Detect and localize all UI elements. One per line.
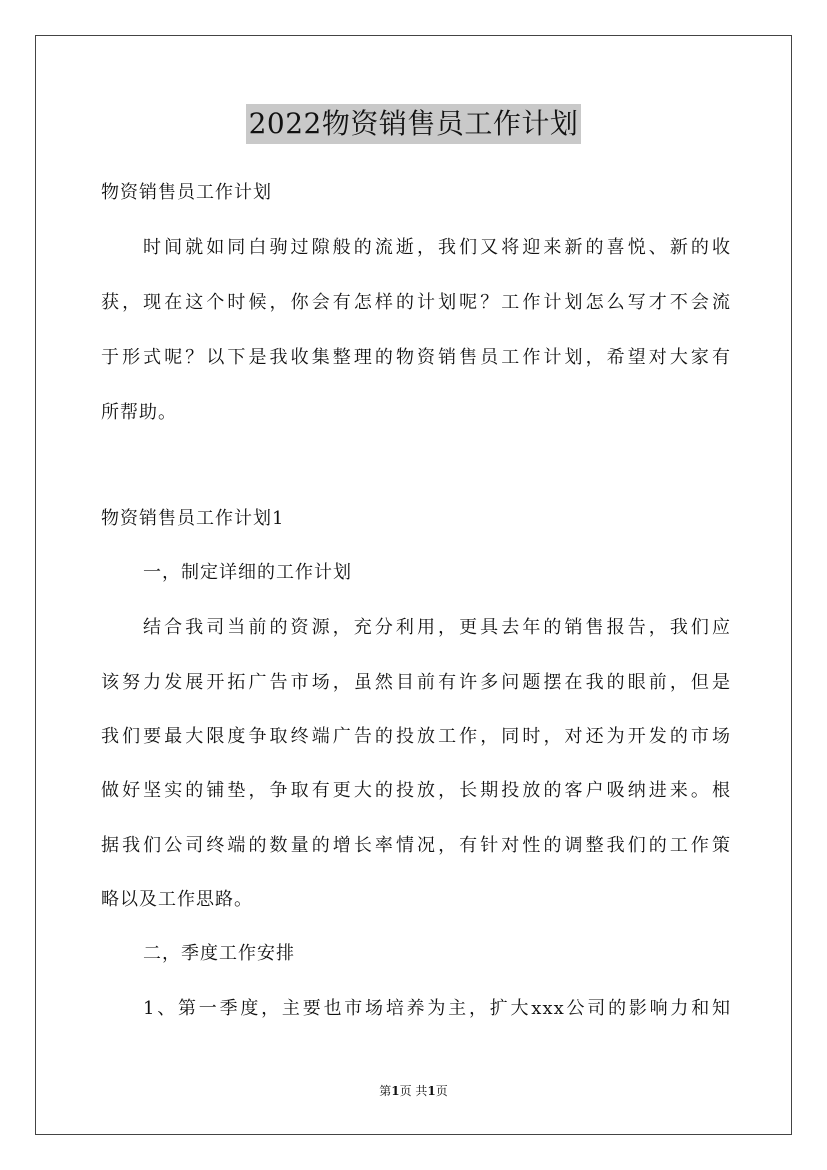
body-line-3: 我们要最大限度争取终端广告的投放工作，同时，对还为开发的市场: [101, 726, 731, 747]
page-mid: 页 共: [399, 1084, 428, 1098]
body-line-1: 结合我司当前的资源，充分利用，更具去年的销售报告，我们应: [143, 617, 731, 638]
body-line-6: 略以及工作思路。: [101, 889, 253, 910]
document-title: [0, 104, 827, 144]
heading-1: 一，制定详细的工作计划: [143, 562, 352, 583]
page-footer: [0, 1083, 827, 1099]
page-total: 1: [427, 1084, 436, 1098]
page-suffix: 页: [435, 1084, 448, 1098]
document-title-text: 2022物资销售员工作计划: [246, 104, 582, 144]
intro-line-1: 时间就如同白驹过隙般的流逝，我们又将迎来新的喜悦、新的收: [143, 237, 731, 258]
intro-line-4: 所帮助。: [101, 402, 177, 423]
intro-line-3: 于形式呢？以下是我收集整理的物资销售员工作计划，希望对大家有: [101, 347, 731, 368]
section-title: 物资销售员工作计划1: [101, 508, 285, 529]
intro-line-2: 获，现在这个时候，你会有怎样的计划呢？工作计划怎么写才不会流: [101, 292, 731, 313]
subtitle: 物资销售员工作计划: [101, 182, 272, 203]
body-line-4: 做好坚实的铺垫，争取有更大的投放，长期投放的客户吸纳进来。根: [101, 780, 731, 801]
body-line-5: 据我们公司终端的数量的增长率情况，有针对性的调整我们的工作策: [101, 835, 731, 856]
heading-2: 二，季度工作安排: [143, 943, 295, 964]
page-prefix: 第: [379, 1084, 392, 1098]
item-1: 1、第一季度，主要也市场培养为主，扩大xxx公司的影响力和知: [143, 998, 731, 1019]
page-number: 1: [391, 1084, 400, 1098]
body-line-2: 该努力发展开拓广告市场，虽然目前有许多问题摆在我的眼前，但是: [101, 672, 731, 693]
